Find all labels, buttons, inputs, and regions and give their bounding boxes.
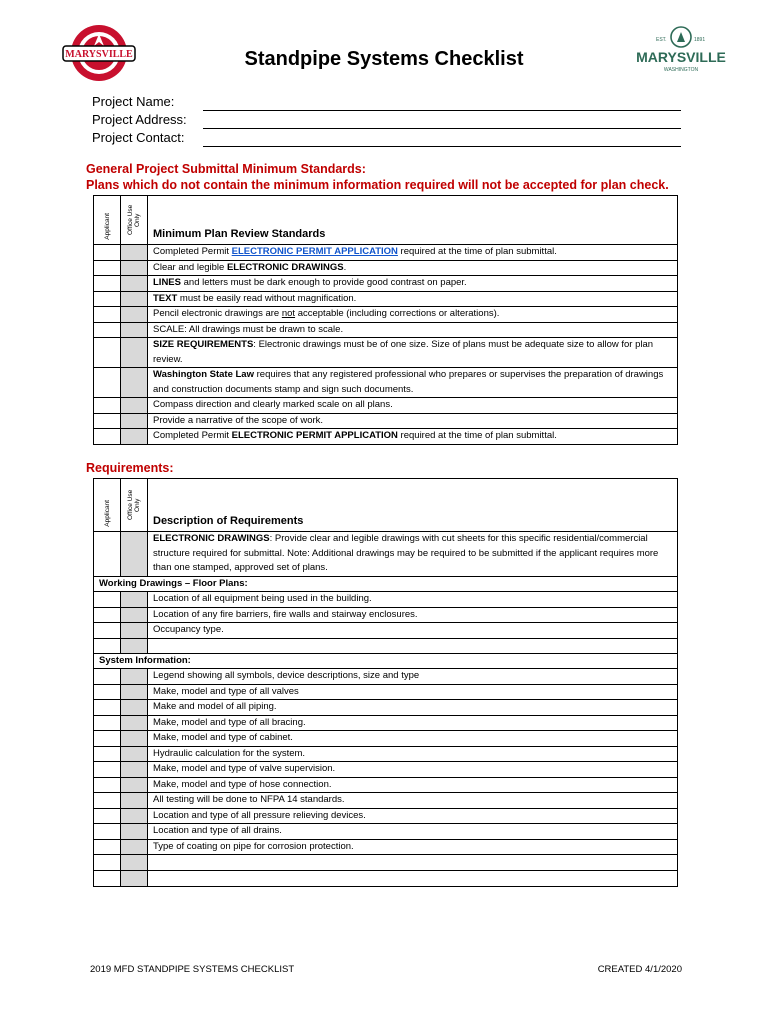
project-address-label: Project Address: [92, 112, 187, 127]
applicant-checkbox[interactable] [94, 368, 121, 398]
office-checkbox [121, 532, 148, 577]
office-checkbox [121, 762, 148, 778]
project-name-field[interactable] [203, 110, 681, 111]
row-text: Hydraulic calculation for the system. [148, 746, 678, 762]
row-text: Legend showing all symbols, device descriptions, size and type [148, 669, 678, 685]
applicant-checkbox[interactable] [94, 746, 121, 762]
applicant-checkbox[interactable] [94, 338, 121, 368]
applicant-checkbox[interactable] [94, 700, 121, 716]
logo-est: EST. [656, 37, 667, 43]
row-text: ELECTRONIC DRAWINGS: Provide clear and legible drawings with cut sheets for this specific residential/commercial structure required for submittal. Note: Additional drawings may be required to be submitted if the applicant requires more than one stamped, approved set of plans. [148, 532, 678, 577]
table-row [94, 592, 678, 608]
row-text: All testing will be done to NFPA 14 standards. [148, 793, 678, 809]
logo-state: WASHINGTON [663, 67, 699, 73]
table-row [94, 532, 678, 577]
office-checkbox [121, 623, 148, 639]
general-subheading: Plans which do not contain the minimum information required will not be accepted for plan check. [86, 178, 669, 192]
row-text: Completed Permit ELECTRONIC PERMIT APPLICATION required at the time of plan submittal. [148, 245, 678, 261]
office-checkbox [121, 291, 148, 307]
requirements-heading: Requirements: [86, 461, 174, 475]
applicant-checkbox[interactable] [94, 855, 121, 871]
table-row [94, 291, 678, 307]
section-row [94, 653, 678, 669]
office-checkbox [121, 715, 148, 731]
applicant-checkbox[interactable] [94, 762, 121, 778]
project-contact-field[interactable] [203, 146, 681, 147]
applicant-checkbox[interactable] [94, 638, 121, 653]
row-text: Provide a narrative of the scope of work. [148, 413, 678, 429]
row-text: Make, model and type of cabinet. [148, 731, 678, 747]
applicant-header: Applicant [94, 479, 121, 532]
table-row [94, 839, 678, 855]
minimum-standards-title: Minimum Plan Review Standards [148, 196, 678, 245]
row-text: Make and model of all piping. [148, 700, 678, 716]
applicant-checkbox[interactable] [94, 808, 121, 824]
office-checkbox [121, 824, 148, 840]
office-checkbox [121, 731, 148, 747]
requirements-title: Description of Requirements [148, 479, 678, 532]
office-checkbox [121, 793, 148, 809]
table-header-row [94, 196, 678, 245]
office-checkbox [121, 368, 148, 398]
applicant-checkbox[interactable] [94, 592, 121, 608]
table-row [94, 623, 678, 639]
office-checkbox [121, 276, 148, 292]
office-checkbox [121, 245, 148, 261]
table-row [94, 368, 678, 398]
applicant-checkbox[interactable] [94, 607, 121, 623]
project-contact-label: Project Contact: [92, 130, 185, 145]
row-text: Location and type of all drains. [148, 824, 678, 840]
office-checkbox [121, 638, 148, 653]
left-logo-text: MARYSVILLE [65, 49, 133, 60]
table-row [94, 260, 678, 276]
row-text: Washington State Law requires that any registered professional who prepares or supervises the preparation of drawings and construction documents stamp and sign such documents. [148, 368, 678, 398]
table-row [94, 777, 678, 793]
table-row [94, 607, 678, 623]
applicant-checkbox[interactable] [94, 322, 121, 338]
footer-right: CREATED 4/1/2020 [597, 964, 682, 975]
applicant-checkbox[interactable] [94, 871, 121, 887]
row-text: Make, model and type of valve supervision. [148, 762, 678, 778]
table-header-row [94, 479, 678, 532]
row-text: Completed Permit ELECTRONIC PERMIT APPLICATION required at the time of plan submittal. [148, 429, 678, 445]
permit-application-link[interactable]: ELECTRONIC PERMIT APPLICATION [231, 246, 398, 257]
office-checkbox [121, 700, 148, 716]
applicant-checkbox[interactable] [94, 307, 121, 323]
table-row [94, 824, 678, 840]
logo-name: MARYSVILLE [636, 49, 726, 65]
office-checkbox [121, 413, 148, 429]
row-text: Clear and legible ELECTRONIC DRAWINGS. [148, 260, 678, 276]
table-row [94, 638, 678, 653]
section-working-drawings: Working Drawings – Floor Plans: [94, 576, 678, 592]
row-text [148, 871, 678, 887]
project-name-label: Project Name: [92, 94, 175, 109]
applicant-checkbox[interactable] [94, 715, 121, 731]
office-checkbox [121, 808, 148, 824]
office-checkbox [121, 855, 148, 871]
table-row [94, 855, 678, 871]
page-title: Standpipe Systems Checklist [244, 48, 524, 70]
office-checkbox [121, 322, 148, 338]
city-logo [636, 26, 726, 78]
applicant-checkbox[interactable] [94, 398, 121, 414]
table-row [94, 700, 678, 716]
applicant-checkbox[interactable] [94, 532, 121, 577]
table-row [94, 871, 678, 887]
table-row [94, 245, 678, 261]
table-row [94, 669, 678, 685]
table-row [94, 684, 678, 700]
row-text: Type of coating on pipe for corrosion protection. [148, 839, 678, 855]
table-row [94, 731, 678, 747]
office-use-header: Office Use Only [121, 196, 148, 245]
office-checkbox [121, 777, 148, 793]
table-row [94, 429, 678, 445]
row-text: TEXT must be easily read without magnification. [148, 291, 678, 307]
office-checkbox [121, 607, 148, 623]
table-row [94, 322, 678, 338]
table-row [94, 307, 678, 323]
applicant-header: Applicant [94, 196, 121, 245]
office-use-header: Office Use Only [121, 479, 148, 532]
applicant-checkbox[interactable] [94, 623, 121, 639]
row-text: SIZE REQUIREMENTS: Electronic drawings must be of one size. Size of plans must be adequate size to allow for plan review. [148, 338, 678, 368]
table-row [94, 762, 678, 778]
requirements-table [93, 478, 678, 887]
table-row [94, 413, 678, 429]
applicant-checkbox[interactable] [94, 276, 121, 292]
section-system-information: System Information: [94, 653, 678, 669]
office-checkbox [121, 307, 148, 323]
applicant-checkbox[interactable] [94, 260, 121, 276]
table-row [94, 398, 678, 414]
table-row [94, 746, 678, 762]
office-checkbox [121, 429, 148, 445]
applicant-checkbox[interactable] [94, 429, 121, 445]
row-text: LINES and letters must be dark enough to provide good contrast on paper. [148, 276, 678, 292]
row-text: Occupancy type. [148, 623, 678, 639]
row-text: Location and type of all pressure relieving devices. [148, 808, 678, 824]
row-text: Make, model and type of all bracing. [148, 715, 678, 731]
row-text: SCALE: All drawings must be drawn to scale. [148, 322, 678, 338]
office-checkbox [121, 684, 148, 700]
row-text: Compass direction and clearly marked scale on all plans. [148, 398, 678, 414]
applicant-checkbox[interactable] [94, 669, 121, 685]
office-checkbox [121, 669, 148, 685]
applicant-checkbox[interactable] [94, 824, 121, 840]
section-row [94, 576, 678, 592]
office-checkbox [121, 839, 148, 855]
row-text: Make, model and type of hose connection. [148, 777, 678, 793]
row-text [148, 638, 678, 653]
applicant-checkbox[interactable] [94, 291, 121, 307]
row-text: Make, model and type of all valves [148, 684, 678, 700]
office-checkbox [121, 260, 148, 276]
minimum-standards-table [93, 195, 678, 445]
table-row [94, 793, 678, 809]
applicant-checkbox[interactable] [94, 731, 121, 747]
office-checkbox [121, 398, 148, 414]
row-text: Location of any fire barriers, fire walls and stairway enclosures. [148, 607, 678, 623]
office-checkbox [121, 871, 148, 887]
table-row [94, 338, 678, 368]
table-row [94, 276, 678, 292]
table-row [94, 715, 678, 731]
row-text: Location of all equipment being used in the building. [148, 592, 678, 608]
applicant-checkbox[interactable] [94, 684, 121, 700]
applicant-checkbox[interactable] [94, 245, 121, 261]
project-address-field[interactable] [203, 128, 681, 129]
row-text: Pencil electronic drawings are not acceptable (including corrections or alterations). [148, 307, 678, 323]
logo-year: 1891 [694, 37, 706, 43]
row-text [148, 855, 678, 871]
office-checkbox [121, 746, 148, 762]
table-row [94, 808, 678, 824]
footer-left: 2019 MFD STANDPIPE SYSTEMS CHECKLIST [90, 964, 295, 975]
office-checkbox [121, 338, 148, 368]
general-heading: General Project Submittal Minimum Standards: [86, 162, 366, 176]
applicant-checkbox[interactable] [94, 413, 121, 429]
applicant-checkbox[interactable] [94, 777, 121, 793]
applicant-checkbox[interactable] [94, 839, 121, 855]
office-checkbox [121, 592, 148, 608]
applicant-checkbox[interactable] [94, 793, 121, 809]
